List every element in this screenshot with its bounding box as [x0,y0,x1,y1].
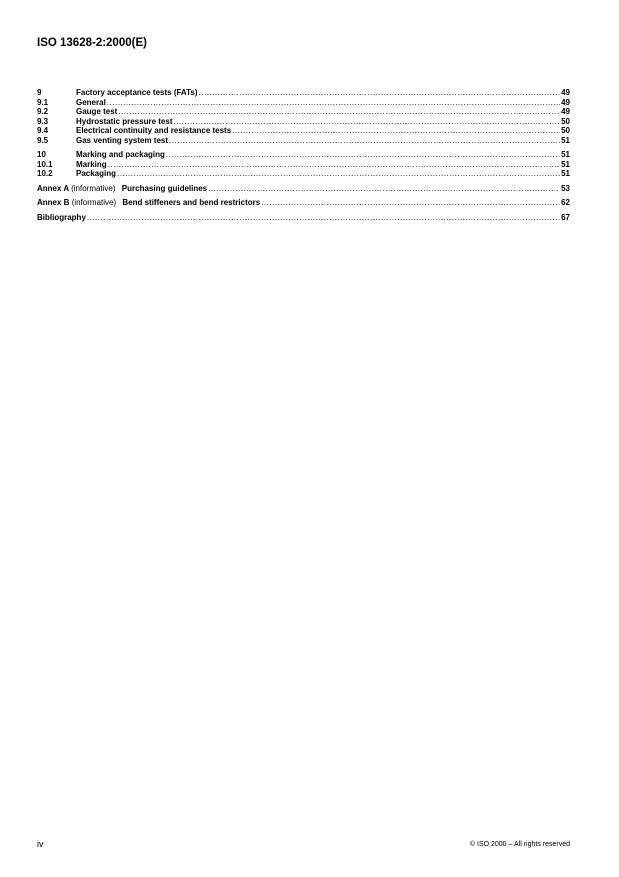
toc-entry[interactable] [37,198,570,208]
toc-entry[interactable] [37,160,570,170]
toc-entry[interactable] [37,213,570,223]
leader-dots [108,160,560,170]
toc-entry-title: Gauge test [76,107,118,116]
toc-entry[interactable] [37,126,570,136]
toc-entry-title: Marking [76,159,107,169]
toc-entry-title: Bibliography [37,212,86,222]
toc-entry[interactable] [37,184,570,194]
document-header: ISO 13628-2:2000(E) [37,37,147,49]
toc-section-10 [37,150,570,179]
annex-label: Annex A [37,183,69,193]
toc-entry-title: Marking and packaging [76,150,165,159]
toc-entry[interactable] [37,136,570,146]
toc-entry-number: 9.1 [37,97,49,107]
annex-label: Annex B [37,198,70,207]
toc-entry-page: 62 [561,198,570,207]
leader-dots [166,150,560,160]
toc-entry-number: 9 [37,88,42,97]
toc-entry-title: Electrical continuity and resistance tests [76,126,232,135]
toc-entry-page: 51 [561,150,570,159]
toc-section-9 [37,88,570,145]
toc-entry-page: 49 [561,97,570,107]
toc-entry[interactable] [37,150,570,160]
toc-entry-page: 50 [561,126,570,135]
toc-entry-number: 9.4 [37,126,49,135]
leader-dots [232,126,560,136]
toc-entry-title: Packaging [76,169,117,178]
toc-annex-a [37,184,570,194]
table-of-contents [37,88,570,227]
leader-dots [87,213,560,223]
toc-entry-number: 9.2 [37,107,49,116]
toc-entry[interactable] [37,117,570,127]
toc-entry-number: 10 [37,150,46,159]
toc-entry-number: 10.1 [37,159,53,169]
annex-name: Purchasing guidelines [121,183,208,193]
toc-entry-number: 9.3 [37,116,49,126]
toc-annex-title [37,184,207,194]
toc-entry[interactable] [37,98,570,108]
toc-entry-page: 51 [561,135,570,145]
toc-entry-title: Hydrostatic pressure test [76,116,173,126]
toc-entry[interactable] [37,107,570,117]
toc-entry-number: 10.2 [37,169,53,178]
toc-bibliography [37,213,570,223]
toc-entry-page: 49 [561,88,570,97]
leader-dots [107,98,560,108]
leader-dots [261,198,560,208]
toc-entry[interactable] [37,169,570,179]
annex-name: Bend stiffeners and bend restrictors [122,198,261,207]
leader-dots [169,136,560,146]
toc-annex-title [37,198,260,208]
toc-entry-title: Factory acceptance tests (FATs) [76,88,198,97]
toc-entry-page: 53 [561,183,570,193]
leader-dots [118,107,560,117]
toc-entry-title: General [76,97,106,107]
toc-entry-number: 9.5 [37,135,49,145]
leader-dots [117,169,560,179]
leader-dots [208,184,560,194]
toc-entry-page: 50 [561,116,570,126]
toc-entry-page: 49 [561,107,570,116]
annex-type: (informative) [71,183,116,193]
toc-entry-page: 51 [561,169,570,178]
leader-dots [199,88,561,98]
copyright-notice: © ISO 2000 – All rights reserved [469,841,570,848]
annex-type: (informative) [71,198,117,207]
toc-entry-page: 67 [561,212,570,222]
toc-entry-title: Gas venting system test [76,135,169,145]
page-number: iv [37,839,44,849]
leader-dots [173,117,560,127]
toc-annex-b [37,198,570,208]
toc-entry[interactable] [37,88,570,98]
toc-entry-page: 51 [561,159,570,169]
